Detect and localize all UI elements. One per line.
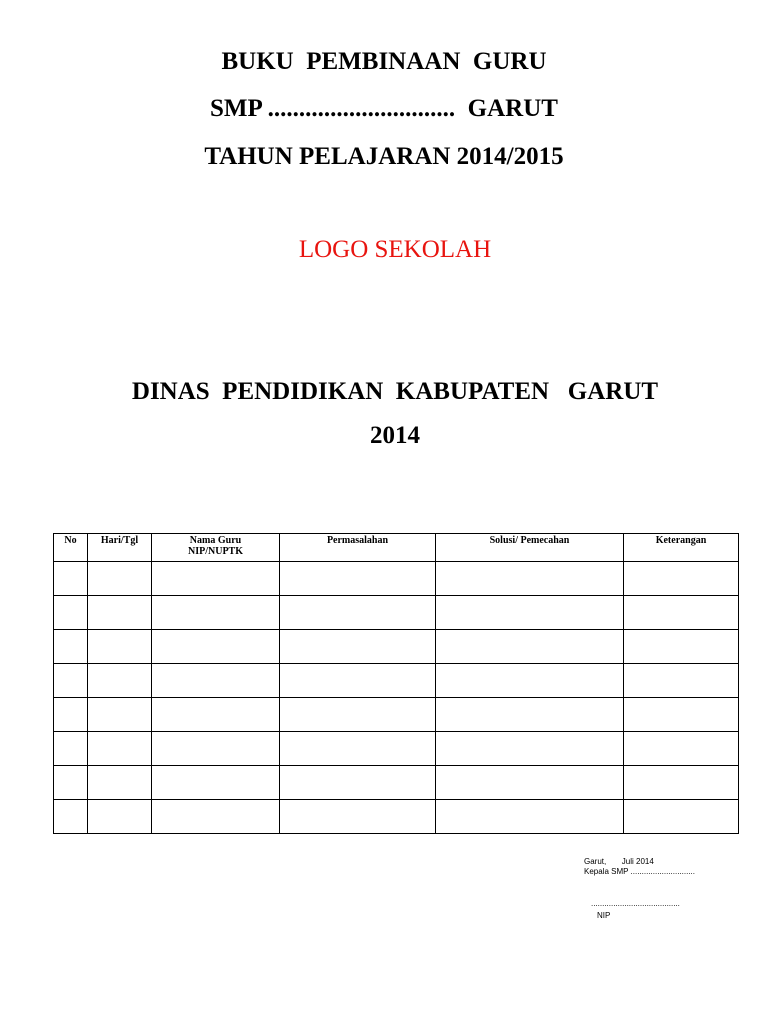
table-cell bbox=[280, 596, 436, 630]
table-cell bbox=[54, 562, 88, 596]
table-cell bbox=[436, 562, 624, 596]
table-cell bbox=[88, 766, 152, 800]
col-header-problem: Permasalahan bbox=[280, 534, 436, 562]
table-cell bbox=[88, 596, 152, 630]
signature-nip-label: NIP bbox=[597, 911, 611, 920]
table-cell bbox=[624, 630, 739, 664]
table-cell bbox=[54, 664, 88, 698]
table-cell bbox=[88, 562, 152, 596]
table-cell bbox=[436, 630, 624, 664]
table-cell bbox=[624, 664, 739, 698]
logo-placeholder: LOGO SEKOLAH bbox=[298, 236, 492, 263]
table-cell bbox=[152, 596, 280, 630]
table-cell bbox=[54, 800, 88, 834]
table-cell bbox=[152, 766, 280, 800]
table-cell bbox=[280, 630, 436, 664]
table-cell bbox=[54, 630, 88, 664]
table-cell bbox=[624, 562, 739, 596]
agency-name: DINAS PENDIDIKAN KABUPATEN GARUT bbox=[131, 378, 659, 405]
table-cell bbox=[624, 732, 739, 766]
table-cell bbox=[88, 664, 152, 698]
col-header-solution: Solusi/ Pemecahan bbox=[436, 534, 624, 562]
table-cell bbox=[624, 766, 739, 800]
academic-year: TAHUN PELAJARAN 2014/2015 bbox=[204, 143, 564, 170]
table-cell bbox=[280, 732, 436, 766]
agency-year: 2014 bbox=[370, 422, 420, 449]
table-cell bbox=[54, 766, 88, 800]
table-row bbox=[54, 732, 739, 766]
table-cell bbox=[280, 800, 436, 834]
table-row bbox=[54, 596, 739, 630]
table-cell bbox=[152, 732, 280, 766]
coaching-log-table bbox=[53, 533, 739, 834]
table-row bbox=[54, 698, 739, 732]
school-name-line: SMP .............................. GARUT bbox=[210, 95, 558, 122]
table-cell bbox=[152, 698, 280, 732]
table-row bbox=[54, 766, 739, 800]
table-row bbox=[54, 562, 739, 596]
table-row bbox=[54, 630, 739, 664]
col-header-teacher: Nama Guru NIP/NUPTK bbox=[152, 534, 280, 562]
table-cell bbox=[436, 766, 624, 800]
table-cell bbox=[280, 562, 436, 596]
table-cell bbox=[88, 698, 152, 732]
col-header-notes: Keterangan bbox=[624, 534, 739, 562]
table-cell bbox=[88, 732, 152, 766]
table-cell bbox=[436, 596, 624, 630]
col-header-no: No bbox=[54, 534, 88, 562]
document-title: BUKU PEMBINAAN GURU bbox=[221, 48, 547, 75]
table-row bbox=[54, 664, 739, 698]
signature-place-date: Garut, Juli 2014 bbox=[584, 857, 654, 866]
table-cell bbox=[152, 800, 280, 834]
table-cell bbox=[436, 800, 624, 834]
table-cell bbox=[624, 800, 739, 834]
table-cell bbox=[624, 596, 739, 630]
table-cell bbox=[54, 596, 88, 630]
signature-title: Kepala SMP ............................. bbox=[584, 867, 696, 876]
table-cell bbox=[280, 698, 436, 732]
table-cell bbox=[280, 664, 436, 698]
table-header-row bbox=[54, 534, 739, 562]
table-cell bbox=[88, 800, 152, 834]
table-cell bbox=[54, 732, 88, 766]
table-cell bbox=[152, 562, 280, 596]
table-cell bbox=[436, 698, 624, 732]
table-cell bbox=[624, 698, 739, 732]
table-cell bbox=[436, 732, 624, 766]
table-cell bbox=[54, 698, 88, 732]
table-cell bbox=[280, 766, 436, 800]
signature-name-line: ........................................ bbox=[591, 899, 680, 908]
table-cell bbox=[88, 630, 152, 664]
col-header-date: Hari/Tgl bbox=[88, 534, 152, 562]
table-cell bbox=[152, 630, 280, 664]
table-cell bbox=[436, 664, 624, 698]
table-row bbox=[54, 800, 739, 834]
table-cell bbox=[152, 664, 280, 698]
